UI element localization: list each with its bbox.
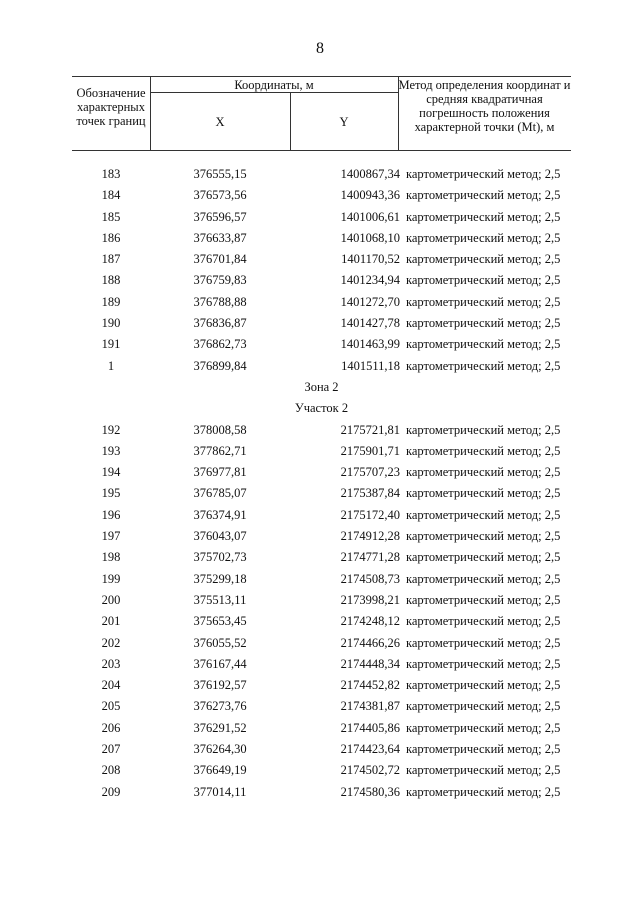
point-number-cell: 195 <box>101 486 121 501</box>
x-coordinate-cell: 375653,45 <box>193 614 247 629</box>
point-number-cell: 203 <box>101 656 121 671</box>
y-coordinate-cell: 1401511,18 <box>341 358 400 373</box>
section-label: Участок 2 <box>294 401 349 416</box>
table-row <box>72 356 571 377</box>
table-row <box>72 313 571 334</box>
point-number-cell: 207 <box>101 742 121 757</box>
table-row <box>72 718 571 739</box>
x-coordinate-cell: 377014,11 <box>193 784 247 799</box>
table-row <box>72 249 571 270</box>
table-header <box>72 76 571 151</box>
point-number-cell: 183 <box>101 167 121 181</box>
x-coordinate-cell: 377862,71 <box>193 443 247 458</box>
method-cell: картометрический метод; 2,5 <box>406 763 561 778</box>
y-coordinate-cell: 2174771,28 <box>340 550 400 565</box>
point-number-cell: 208 <box>101 763 121 778</box>
table-row <box>72 207 571 228</box>
table-row <box>72 590 571 611</box>
point-number-cell: 199 <box>101 571 121 586</box>
table-row <box>72 228 571 249</box>
point-number-cell: 191 <box>101 337 121 352</box>
table-row <box>72 462 571 483</box>
method-cell: картометрический метод; 2,5 <box>406 742 561 757</box>
header-y-label: Y <box>339 115 349 129</box>
y-coordinate-cell: 2174502,72 <box>340 763 400 778</box>
y-coordinate-cell: 2174452,82 <box>340 678 400 693</box>
table-row <box>72 483 571 504</box>
x-coordinate-cell: 376649,19 <box>193 763 247 778</box>
x-coordinate-cell: 376264,30 <box>193 742 247 757</box>
table-row <box>72 505 571 526</box>
table-row <box>72 760 571 781</box>
x-coordinate-cell: 376862,73 <box>193 337 247 352</box>
header-divider <box>150 92 398 93</box>
method-cell: картометрический метод; 2,5 <box>406 358 561 373</box>
point-number-cell: 1 <box>107 358 115 373</box>
x-coordinate-cell: 376192,57 <box>193 678 247 693</box>
x-coordinate-cell: 376836,87 <box>193 316 247 331</box>
page-number: 8 <box>316 40 324 57</box>
point-number-cell: 192 <box>101 422 121 437</box>
y-coordinate-cell: 2175721,81 <box>340 422 400 437</box>
x-coordinate-cell: 376899,84 <box>193 358 247 373</box>
method-cell: картометрический метод; 2,5 <box>406 316 561 331</box>
x-coordinate-cell: 376374,91 <box>193 507 247 522</box>
header-method-label: Метод определения координат и средняя квадратичная погрешность положения характерной точки (Mt), м <box>398 78 571 134</box>
table-row <box>72 675 571 696</box>
table-body <box>72 164 571 803</box>
method-cell: картометрический метод; 2,5 <box>406 252 561 267</box>
method-cell: картометрический метод; 2,5 <box>406 188 561 203</box>
method-cell: картометрический метод; 2,5 <box>406 784 561 799</box>
method-cell: картометрический метод; 2,5 <box>406 614 561 629</box>
y-coordinate-cell: 1401272,70 <box>340 294 400 309</box>
x-coordinate-cell: 376785,07 <box>193 486 247 501</box>
method-cell: картометрический метод; 2,5 <box>406 656 561 671</box>
y-coordinate-cell: 1401068,10 <box>340 230 400 245</box>
point-number-cell: 196 <box>101 507 121 522</box>
point-number-cell: 198 <box>101 550 121 565</box>
point-number-cell: 187 <box>101 252 121 267</box>
method-cell: картометрический метод; 2,5 <box>406 486 561 501</box>
table-row <box>72 334 571 355</box>
table-row <box>72 547 571 568</box>
y-coordinate-cell: 2174448,34 <box>340 656 400 671</box>
x-coordinate-cell: 376759,83 <box>193 273 247 288</box>
method-cell: картометрический метод; 2,5 <box>406 720 561 735</box>
method-cell: картометрический метод; 2,5 <box>406 635 561 650</box>
x-coordinate-cell: 376633,87 <box>193 230 247 245</box>
x-coordinate-cell: 376167,44 <box>193 656 247 671</box>
y-coordinate-cell: 2174912,28 <box>340 529 400 544</box>
table-row <box>72 739 571 760</box>
y-coordinate-cell: 2175901,71 <box>340 443 400 458</box>
zone-label: Зона 2 <box>304 379 339 394</box>
y-coordinate-cell: 1400867,34 <box>340 167 400 181</box>
y-coordinate-cell: 1401006,61 <box>340 209 400 224</box>
method-cell: картометрический метод; 2,5 <box>406 678 561 693</box>
table-row <box>72 569 571 590</box>
y-coordinate-cell: 1401463,99 <box>340 337 400 352</box>
method-cell: картометрический метод; 2,5 <box>406 337 561 352</box>
y-coordinate-cell: 2174405,86 <box>340 720 400 735</box>
method-cell: картометрический метод; 2,5 <box>406 209 561 224</box>
x-coordinate-cell: 376788,88 <box>193 294 247 309</box>
point-number-cell: 193 <box>101 443 121 458</box>
x-coordinate-cell: 376701,84 <box>193 252 247 267</box>
x-coordinate-cell: 375702,73 <box>193 550 247 565</box>
method-cell: картометрический метод; 2,5 <box>406 465 561 480</box>
y-coordinate-cell: 2173998,21 <box>340 592 400 607</box>
method-cell: картометрический метод; 2,5 <box>406 294 561 309</box>
y-coordinate-cell: 1400943,36 <box>340 188 400 203</box>
method-cell: картометрический метод; 2,5 <box>406 699 561 714</box>
y-coordinate-cell: 1401427,78 <box>340 316 400 331</box>
point-number-cell: 209 <box>101 784 121 799</box>
x-coordinate-cell: 376055,52 <box>193 635 247 650</box>
y-coordinate-cell: 2174580,36 <box>340 784 400 799</box>
table-row <box>72 611 571 632</box>
y-coordinate-cell: 2174381,87 <box>340 699 400 714</box>
x-coordinate-cell: 376596,57 <box>193 209 247 224</box>
method-cell: картометрический метод; 2,5 <box>406 443 561 458</box>
point-number-cell: 202 <box>101 635 121 650</box>
y-coordinate-cell: 2174423,64 <box>340 742 400 757</box>
x-coordinate-cell: 375513,11 <box>193 592 247 607</box>
method-cell: картометрический метод; 2,5 <box>406 230 561 245</box>
method-cell: картометрический метод; 2,5 <box>406 529 561 544</box>
x-coordinate-cell: 376977,81 <box>193 465 247 480</box>
table-row <box>72 633 571 654</box>
point-number-cell: 185 <box>101 209 121 224</box>
table-row <box>72 420 571 441</box>
point-number-cell: 188 <box>101 273 121 288</box>
table-row <box>72 526 571 547</box>
y-coordinate-cell: 1401234,94 <box>340 273 400 288</box>
header-x-label: X <box>215 115 225 129</box>
point-number-cell: 189 <box>101 294 121 309</box>
method-cell: картометрический метод; 2,5 <box>406 571 561 586</box>
method-cell: картометрический метод; 2,5 <box>406 592 561 607</box>
point-number-cell: 186 <box>101 230 121 245</box>
x-coordinate-cell: 376273,76 <box>193 699 247 714</box>
y-coordinate-cell: 2175707,23 <box>340 465 400 480</box>
point-number-cell: 205 <box>101 699 121 714</box>
x-coordinate-cell: 376291,52 <box>193 720 247 735</box>
y-coordinate-cell: 1401170,52 <box>341 252 400 267</box>
y-coordinate-cell: 2175172,40 <box>340 507 400 522</box>
point-number-cell: 200 <box>101 592 121 607</box>
point-number-cell: 184 <box>101 188 121 203</box>
method-cell: картометрический метод; 2,5 <box>406 550 561 565</box>
x-coordinate-cell: 376573,56 <box>193 188 247 203</box>
x-coordinate-cell: 378008,58 <box>193 422 247 437</box>
y-coordinate-cell: 2174508,73 <box>340 571 400 586</box>
x-coordinate-cell: 375299,18 <box>193 571 247 586</box>
table-row <box>72 164 571 185</box>
x-coordinate-cell: 376043,07 <box>193 529 247 544</box>
header-point-label: Обозначение характерных точек границ <box>76 86 146 128</box>
method-cell: картометрический метод; 2,5 <box>406 422 561 437</box>
table-row <box>72 654 571 675</box>
table-row <box>72 696 571 717</box>
point-number-cell: 206 <box>101 720 121 735</box>
table-row <box>72 782 571 803</box>
point-number-cell: 201 <box>101 614 121 629</box>
method-cell: картометрический метод; 2,5 <box>406 167 561 181</box>
y-coordinate-cell: 2175387,84 <box>340 486 400 501</box>
table-row <box>72 441 571 462</box>
method-cell: картометрический метод; 2,5 <box>406 507 561 522</box>
x-coordinate-cell: 376555,15 <box>193 167 247 181</box>
point-number-cell: 190 <box>101 316 121 331</box>
y-coordinate-cell: 2174466,26 <box>340 635 400 650</box>
table-row <box>72 292 571 313</box>
table-row <box>72 270 571 291</box>
table-row <box>72 185 571 206</box>
y-coordinate-cell: 2174248,12 <box>340 614 400 629</box>
header-coordinates-label: Координаты, м <box>234 78 314 92</box>
point-number-cell: 204 <box>101 678 121 693</box>
point-number-cell: 194 <box>101 465 121 480</box>
point-number-cell: 197 <box>101 529 121 544</box>
method-cell: картометрический метод; 2,5 <box>406 273 561 288</box>
